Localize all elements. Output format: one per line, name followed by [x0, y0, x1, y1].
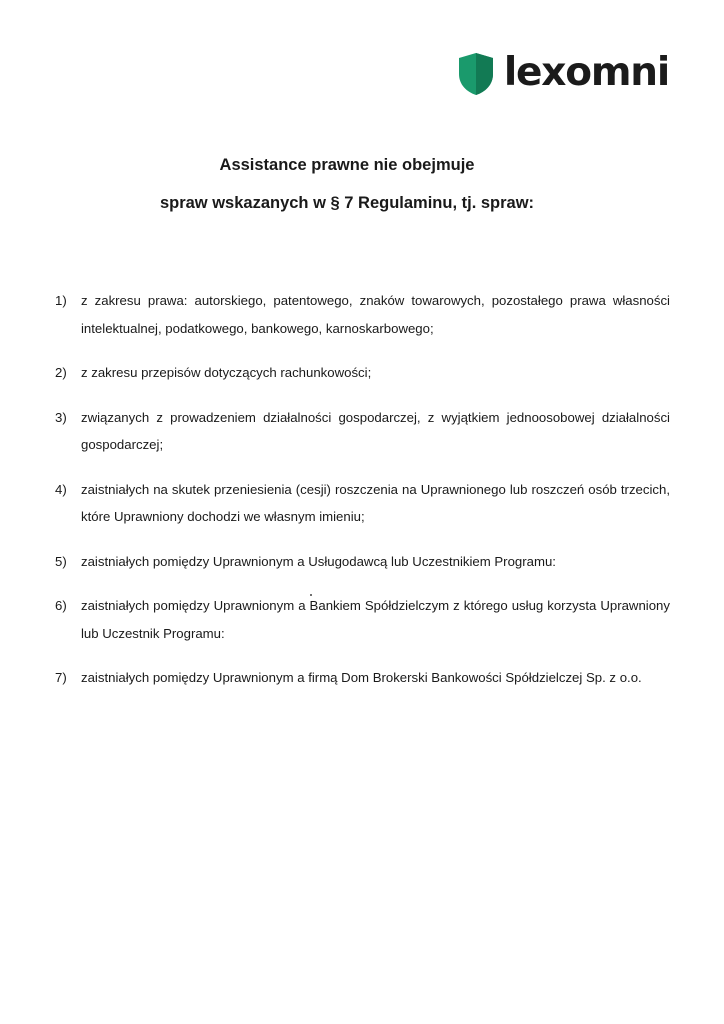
- item-number: 2): [55, 365, 67, 380]
- item-number: 6): [55, 598, 67, 613]
- item-text: z zakresu prawa: autorskiego, patentowego, znaków towarowych, pozostałego prawa własności intelektualnej, podatkowego, bankowego, karnoskarbowego;: [81, 293, 670, 336]
- logo-wordmark: lexomni: [503, 49, 669, 95]
- stray-dot: [310, 594, 312, 596]
- title-line-1: Assistance prawne nie obejmuje: [219, 156, 475, 174]
- list-item: [55, 404, 670, 459]
- list-item: [55, 592, 670, 647]
- list-item: [55, 548, 670, 576]
- item-text: z zakresu przepisów dotyczących rachunkowości;: [81, 365, 372, 380]
- item-text: zaistniałych pomiędzy Uprawnionym a firmą Dom Brokerski Bankowości Spółdzielczej Sp. z o.o.: [81, 670, 642, 685]
- document-title: [0, 146, 694, 222]
- item-number: 3): [55, 409, 67, 425]
- item-number: 1): [55, 293, 67, 308]
- exclusions-list: [55, 287, 670, 709]
- list-item: [55, 664, 670, 692]
- list-item: [55, 359, 670, 387]
- list-item: [55, 287, 670, 342]
- shield-icon: [458, 52, 494, 96]
- list-item: [55, 476, 670, 531]
- item-text: zaistniałych pomiędzy Uprawnionym a Bankiem Spółdzielczym z którego usług korzysta Uprawniony lub Uczestnik Programu:: [81, 598, 670, 641]
- title-line-2: spraw wskazanych w § 7 Regulaminu, tj. spraw:: [159, 194, 535, 212]
- item-number: 4): [55, 481, 67, 497]
- item-text: związanych z prowadzeniem działalności gospodarczej, z wyjątkiem jednoosobowej działalności gospodarczej;: [81, 409, 670, 452]
- item-number: 7): [55, 670, 67, 685]
- lexomni-logo: [458, 49, 669, 96]
- item-text: zaistniałych pomiędzy Uprawnionym a Usługodawcą lub Uczestnikiem Programu:: [81, 553, 556, 569]
- item-text: zaistniałych na skutek przeniesienia (cesji) roszczenia na Uprawnionego lub roszczeń osób trzecich, które Uprawniony dochodzi we własnym imieniu;: [81, 481, 670, 524]
- item-number: 5): [55, 553, 67, 569]
